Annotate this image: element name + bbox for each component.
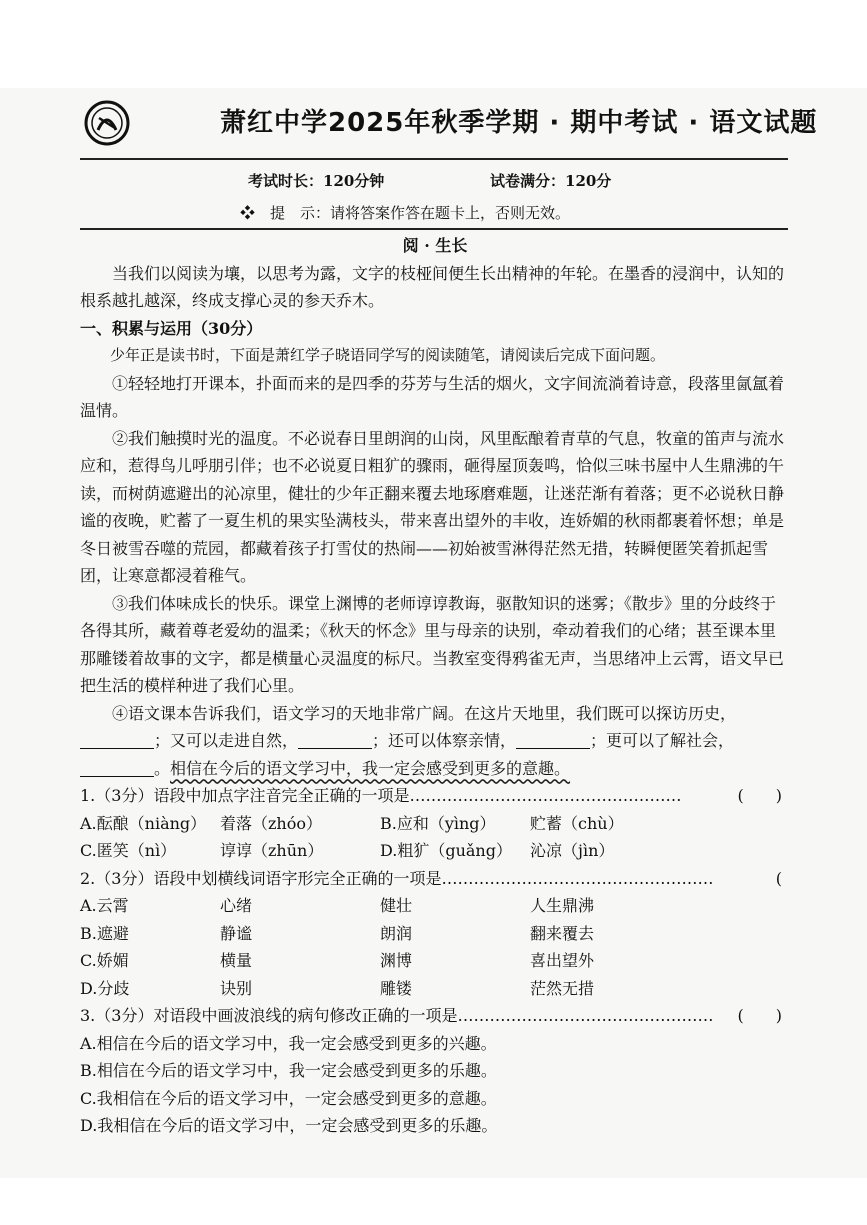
q2-option: 心绪 (220, 896, 253, 915)
blank-3[interactable] (516, 730, 590, 749)
q1-option: C.匿笑（nì） (80, 841, 177, 860)
exam-header (70, 96, 830, 156)
q1-option: 贮蓄（chù） (530, 813, 624, 833)
question-1-answer-box[interactable]: ( ) (737, 786, 782, 805)
question-2-options (80, 892, 790, 1002)
header-rule-bottom (80, 228, 788, 230)
question-3-text: 3.（3分）对语段中画波浪线的病句修改正确的一项是………………………………………… (80, 1006, 714, 1025)
question-2-stem (80, 865, 790, 893)
q2-option: 雕镂 (380, 978, 413, 998)
wavy-sentence: 相信在今后的语文学习中，我一定会感受到更多的意趣。 (170, 758, 571, 778)
q3-option-a: A.相信在今后的语文学习中，我一定会感受到更多的兴趣。 (80, 1033, 497, 1053)
reading-para-2: ②我们触摸时光的温度。不必说春日里朗润的山岗，风里酝酿着青草的气息，牧童的笛声与流水应和，惹得鸟儿呼朋引伴；也不必说夏日粗犷的骤雨，砸得屋顶轰鸣，恰似三味书屋中人生鼎沸的午读，而树荫遮避出的沁凉里，健壮的少年正翻来覆去地琢磨难题，让迷茫渐有着落；更不必说秋日静谧的夜晚，贮蓄了一夏生机的果实坠满枝头，带来喜出望外的丰收，连娇媚的秋雨都裹着怀想；单是冬日被雪吞噬的荒园，都藏着孩子打雪仗的热闹——初始被雪淋得茫然无措，转瞬便匿笑着抓起雪团，让寒意都浸着稚气。 (80, 428, 785, 585)
part1-heading: 一、积累与运用（30分） (80, 318, 263, 338)
header-rule-top (80, 158, 788, 160)
q1-option: B.应和（yìng） (380, 813, 496, 833)
q3-option-d: D.我相信在今后的语文学习中，一定会感受到更多的乐趣。 (80, 1116, 498, 1135)
question-2-text: 2.（3分）语段中划横线词语字形完全正确的一项是…………………………………………… (80, 868, 714, 888)
q1-option: D.粗犷（guǎng） (380, 841, 512, 860)
question-2-answer-box[interactable]: ( (775, 868, 782, 888)
para4-text-b: ；又可以走进自然， (154, 731, 299, 750)
question-3-answer-box[interactable]: ( ) (737, 1006, 782, 1025)
q2-option: 静谧 (220, 923, 253, 943)
q2-option: A.云霄 (80, 896, 129, 915)
blank-1[interactable] (80, 730, 154, 749)
para4-text-a: ④语文课本告诉我们，语文学习的天地非常广阔。在这片天地里，我们既可以探访历史， (112, 703, 737, 723)
q2-option: 诀别 (220, 978, 253, 998)
q2-option: 横量 (220, 951, 253, 970)
exam-full-score: 试卷满分：120分 (490, 172, 612, 190)
q2-option: C.娇媚 (80, 951, 129, 970)
part1-intro: 少年正是读书时，下面是萧红学子晓语同学写的阅读随笔，请阅读后完成下面问题。 (110, 346, 666, 364)
q2-option: 喜出望外 (530, 951, 595, 970)
q2-option: 朗润 (380, 923, 413, 943)
question-3-stem (80, 1002, 790, 1030)
exam-duration: 考试时长：120分钟 (248, 172, 385, 190)
exam-tip: ❖ 提 示：请将答案作答在题卡上，否则无效。 (240, 204, 571, 222)
para4-text-d: ；更可以了解社会， (590, 731, 735, 750)
q2-option: D.分歧 (80, 978, 130, 998)
q2-option: 人生鼎沸 (530, 896, 595, 915)
exam-content (80, 232, 790, 1140)
exam-title: 萧红中学2025年秋季学期 · 期中考试 · 语文试题 (220, 108, 818, 138)
question-1-options (80, 810, 790, 865)
blank-4[interactable] (80, 758, 154, 777)
q3-option-c: C.我相信在今后的语文学习中，一定会感受到更多的意趣。 (80, 1088, 497, 1108)
q2-option: 健壮 (380, 896, 413, 915)
q2-option: B.遮避 (80, 923, 129, 943)
q2-option: 翻来覆去 (530, 923, 595, 943)
q2-option: 茫然无措 (530, 978, 595, 998)
reading-para-1: ①轻轻地打开课本，扑面而来的是四季的芬芳与生活的烟火，文字间流淌着诗意，段落里氤氲着温情。 (80, 373, 785, 420)
q2-option: 渊博 (380, 951, 413, 970)
q1-option: 沁凉（jìn） (530, 841, 615, 860)
section-title: 阅 · 生长 (402, 236, 468, 255)
q1-option: 谆谆（zhūn） (220, 841, 324, 860)
preface-paragraph: 当我们以阅读为壤，以思考为露，文字的枝桠间便生长出精神的年轮。在墨香的浸润中，认知的根系越扎越深，终成支撑心灵的参天乔木。 (80, 263, 785, 310)
question-1-text: 1.（3分）语段中加点字注音完全正确的一项是…………………………………………… (80, 786, 682, 805)
question-1-stem (80, 782, 790, 810)
q1-option: 着落（zhóo） (220, 813, 323, 833)
reading-para-4 (80, 700, 790, 783)
blank-2[interactable] (298, 730, 372, 749)
q3-option-b: B.相信在今后的语文学习中，我一定会感受到更多的乐趣。 (80, 1061, 497, 1080)
reading-para-3: ③我们体味成长的快乐。课堂上渊博的老师谆谆教诲，驱散知识的迷雾；《散步》里的分歧终于各得其所，藏着尊老爱幼的温柔；《秋天的怀念》里与母亲的诀别，牵动着我们的心绪；甚至课本里那雕镂着故事的文字，都是横量心灵温度的标尺。当教室变得鸦雀无声，当思绪冲上云霄，语文早已把生活的模样种进了我们心里。 (80, 593, 785, 695)
para4-text-c: ；还可以体察亲情， (372, 731, 517, 750)
school-logo-icon (84, 100, 130, 146)
para4-text-e: 。 (154, 758, 171, 778)
q1-option: A.酝酿（niàng） (80, 813, 207, 833)
